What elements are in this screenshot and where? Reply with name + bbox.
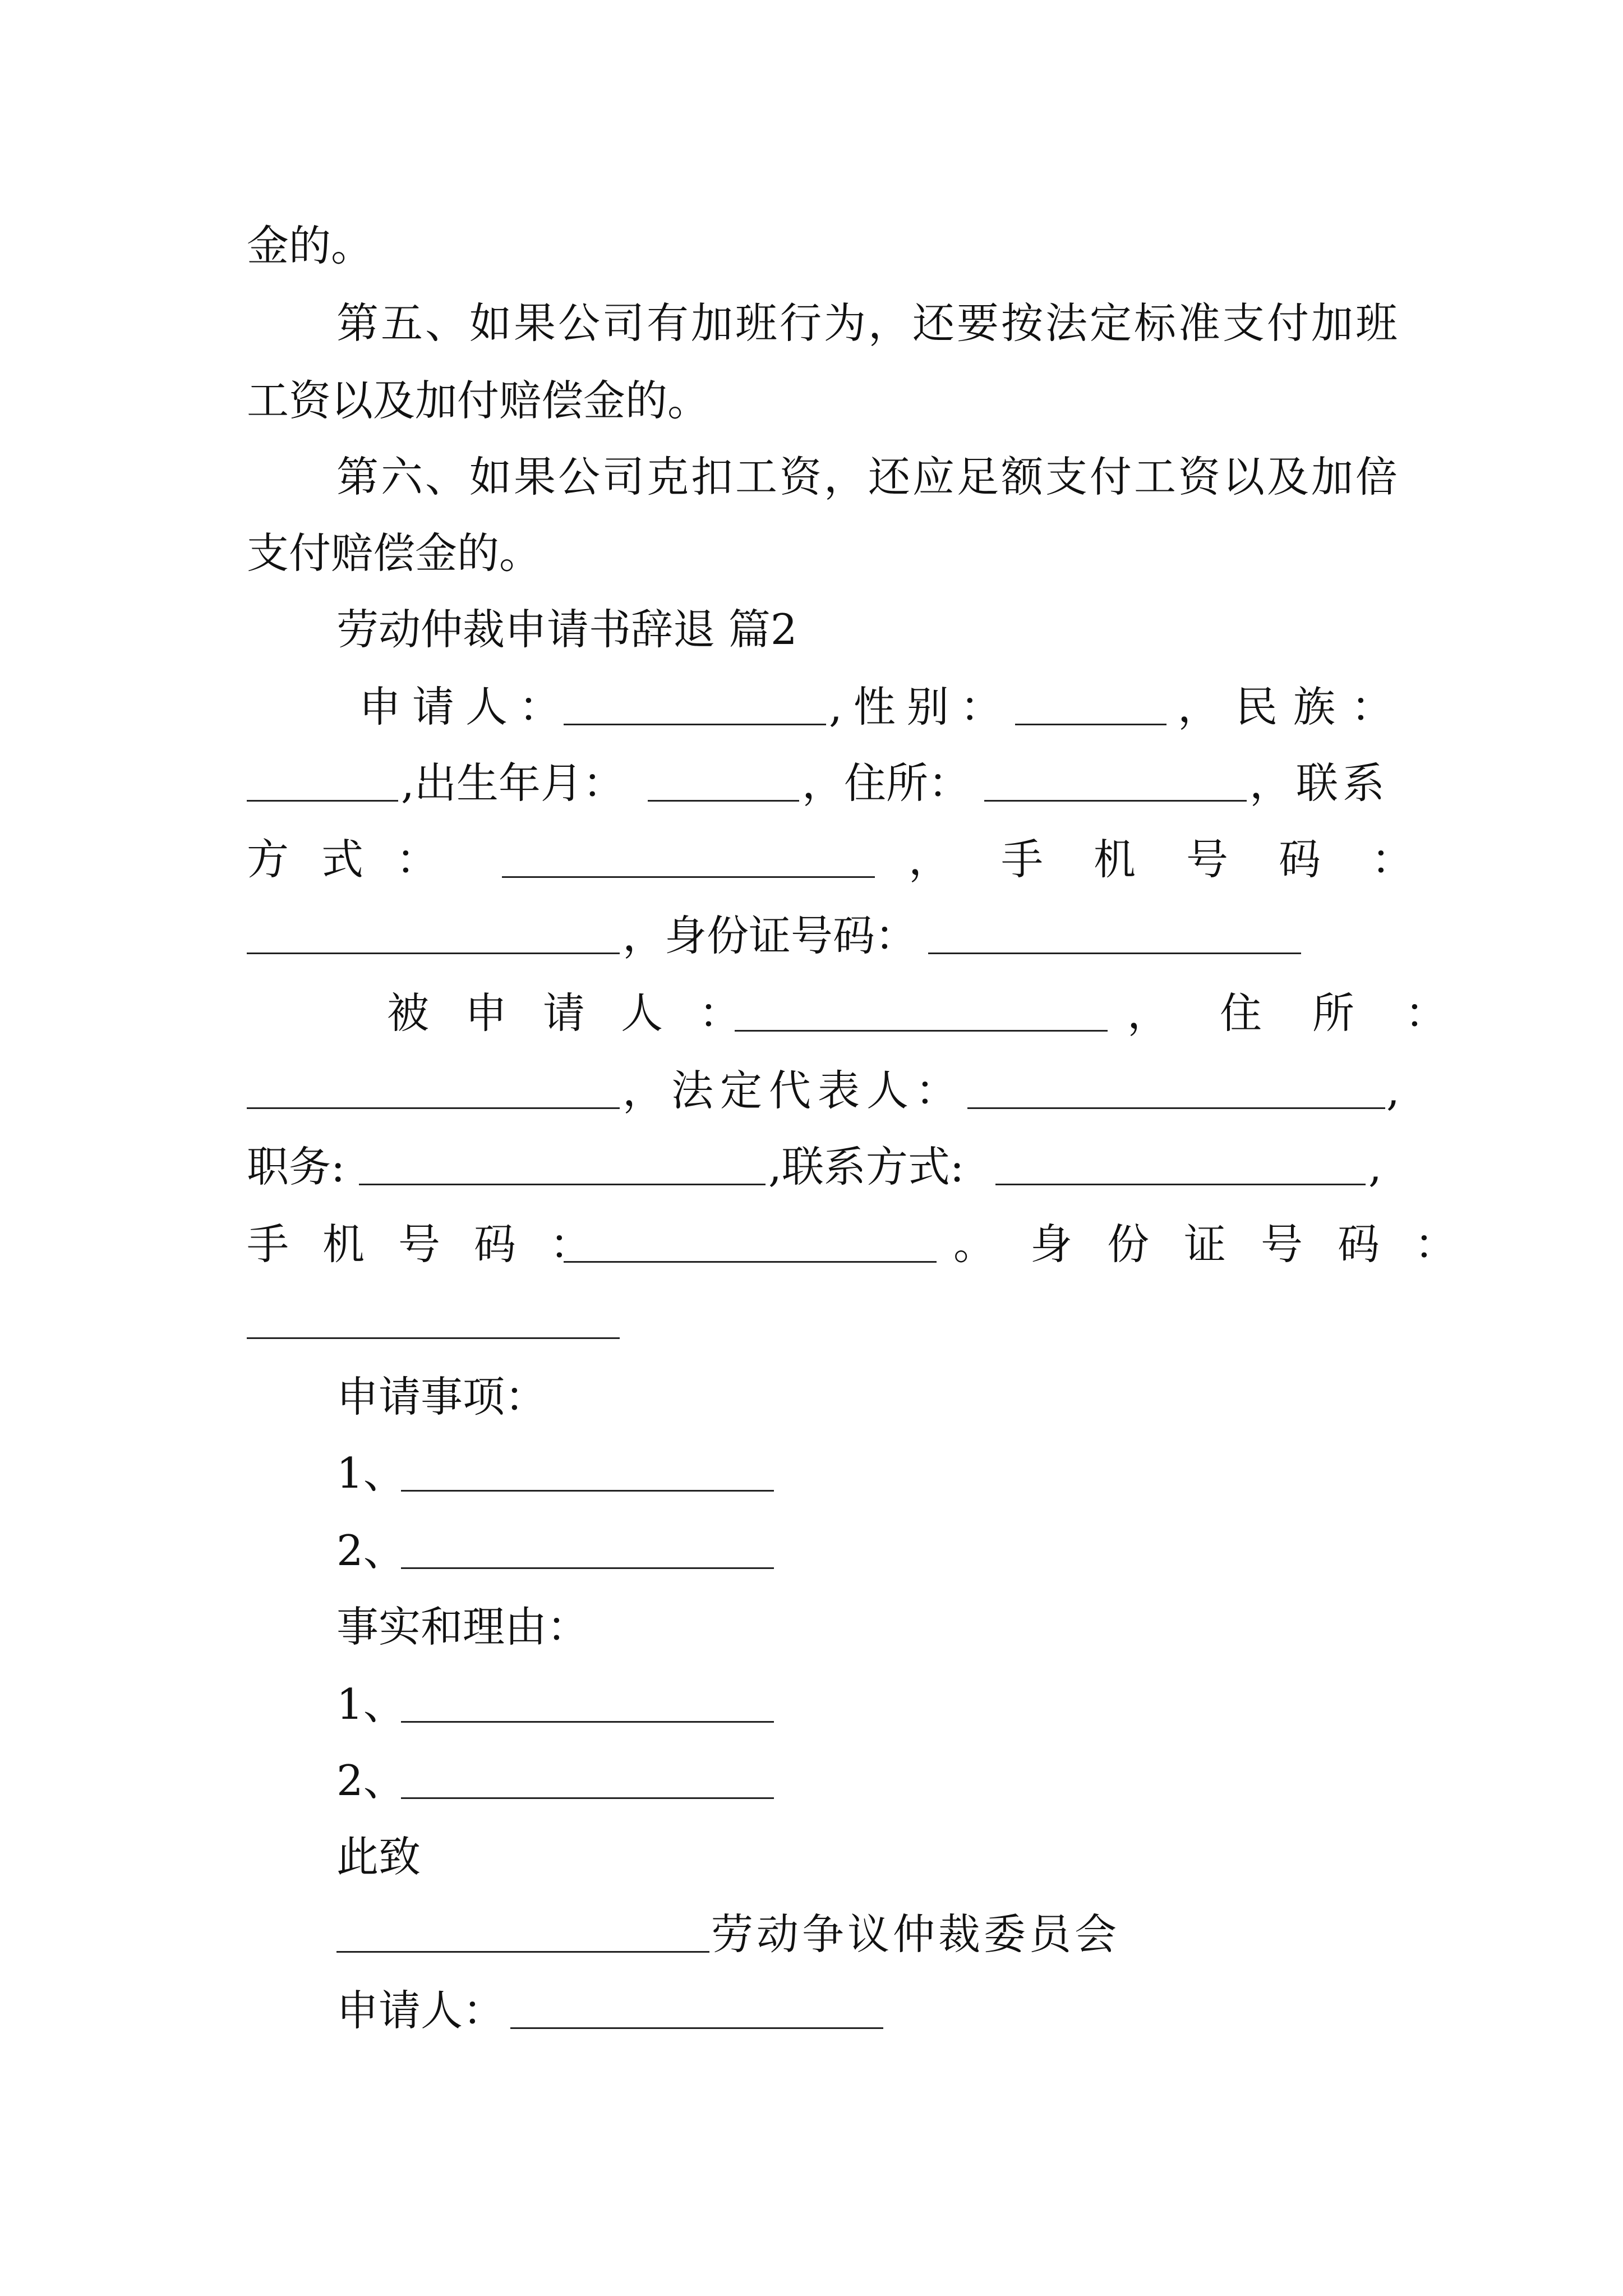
respondent-line-2 — [0, 1051, 1623, 1130]
paragraph-line — [0, 438, 1623, 516]
contact-blank[interactable] — [502, 876, 875, 878]
address-label: ，住所： — [802, 758, 971, 808]
claim-item — [0, 1511, 1623, 1590]
signature-blank[interactable] — [510, 2027, 883, 2029]
mobile-label: ，手机号码： — [909, 835, 1464, 884]
signature-line — [0, 1971, 1623, 2050]
respondent-line-4 — [0, 1205, 1623, 1283]
address-blank[interactable] — [984, 800, 1247, 802]
facts-heading: 事实和理由： — [336, 1602, 589, 1651]
fact-item — [0, 1665, 1623, 1743]
legal-rep-blank[interactable] — [967, 1107, 1385, 1109]
position-blank[interactable] — [359, 1184, 766, 1185]
claim-item — [0, 1434, 1623, 1512]
section-title-text: 劳动仲裁申请书辞退 篇2 — [336, 605, 797, 654]
applicant-line-2 — [0, 744, 1623, 822]
mobile-blank[interactable] — [247, 953, 620, 954]
birth-blank[interactable] — [648, 800, 799, 802]
claims-heading: 申请事项： — [336, 1372, 547, 1421]
text: 第六、如果公司克扣工资，还应足额支付工资以及加倍 — [336, 452, 1400, 501]
respondent-address-blank[interactable] — [247, 1107, 620, 1109]
respondent-label: 被申请人： — [387, 988, 777, 1038]
respondent-line-3 — [0, 1128, 1623, 1206]
text: 金的。 — [247, 221, 374, 270]
fact-number: 2、 — [336, 1756, 405, 1805]
ethnicity-blank[interactable] — [247, 800, 398, 802]
committee-line — [0, 1895, 1623, 1973]
applicant-label: 申请人： — [359, 682, 573, 731]
ethnicity-label: ，民族： — [1178, 682, 1409, 731]
fact-blank[interactable] — [401, 1797, 774, 1799]
respondent-name-blank[interactable] — [735, 1030, 1108, 1032]
respondent-id-blank[interactable] — [247, 1337, 620, 1339]
paragraph-line — [0, 514, 1623, 592]
contact-label-1: ，联系 — [1249, 758, 1390, 808]
text: 支付赔偿金的。 — [247, 528, 542, 578]
respondent-address-label: ，住所： — [1127, 988, 1498, 1038]
facts-heading-line — [0, 1588, 1623, 1666]
gender-blank[interactable] — [1015, 724, 1166, 725]
claim-blank[interactable] — [401, 1490, 774, 1492]
birth-label: ,出生年月： — [401, 758, 625, 808]
respondent-mobile-blank[interactable] — [564, 1261, 937, 1263]
gender-label: ,性别： — [829, 682, 1013, 731]
fact-blank[interactable] — [401, 1721, 774, 1723]
respondent-contact-label: ,联系方式: — [768, 1142, 965, 1191]
paragraph-line — [0, 206, 1623, 285]
committee-blank[interactable] — [336, 1951, 709, 1953]
greeting-line — [0, 1818, 1623, 1896]
applicant-line-4 — [0, 896, 1623, 975]
legal-rep-label: ，法定代表人： — [623, 1066, 965, 1115]
signature-label: 申请人： — [336, 1986, 505, 2035]
contact-label-2: 方式： — [247, 835, 471, 884]
respondent-line-1 — [0, 974, 1623, 1052]
section-title — [0, 590, 1623, 669]
id-label: ，身份证号码： — [623, 911, 917, 960]
respondent-line-5 — [0, 1281, 1623, 1360]
applicant-name-blank[interactable] — [564, 724, 826, 725]
text: 第五、如果公司有加班行为，还要按法定标准支付加班 — [336, 298, 1400, 348]
claim-number: 1、 — [336, 1448, 405, 1498]
claim-number: 2、 — [336, 1526, 405, 1575]
position-label: 职务: — [247, 1142, 345, 1191]
committee-text: 劳动争议仲裁委员会 — [711, 1910, 1121, 1959]
paragraph-line — [0, 361, 1623, 440]
text: 工资以及加付赔偿金的。 — [247, 376, 710, 425]
greeting: 此致 — [336, 1832, 421, 1881]
claims-heading-line — [0, 1358, 1623, 1436]
respondent-id-label: 。身份证号码： — [953, 1220, 1492, 1269]
applicant-line-1 — [0, 668, 1623, 746]
applicant-line-3 — [0, 820, 1623, 899]
comma: , — [1368, 1142, 1382, 1191]
id-blank[interactable] — [928, 953, 1301, 954]
fact-number: 1、 — [336, 1680, 405, 1729]
fact-item — [0, 1741, 1623, 1820]
respondent-mobile-label: 手机号码： — [247, 1220, 626, 1269]
comma: , — [1386, 1066, 1400, 1115]
paragraph-line — [0, 284, 1623, 362]
respondent-contact-blank[interactable] — [995, 1184, 1366, 1185]
claim-blank[interactable] — [401, 1567, 774, 1569]
